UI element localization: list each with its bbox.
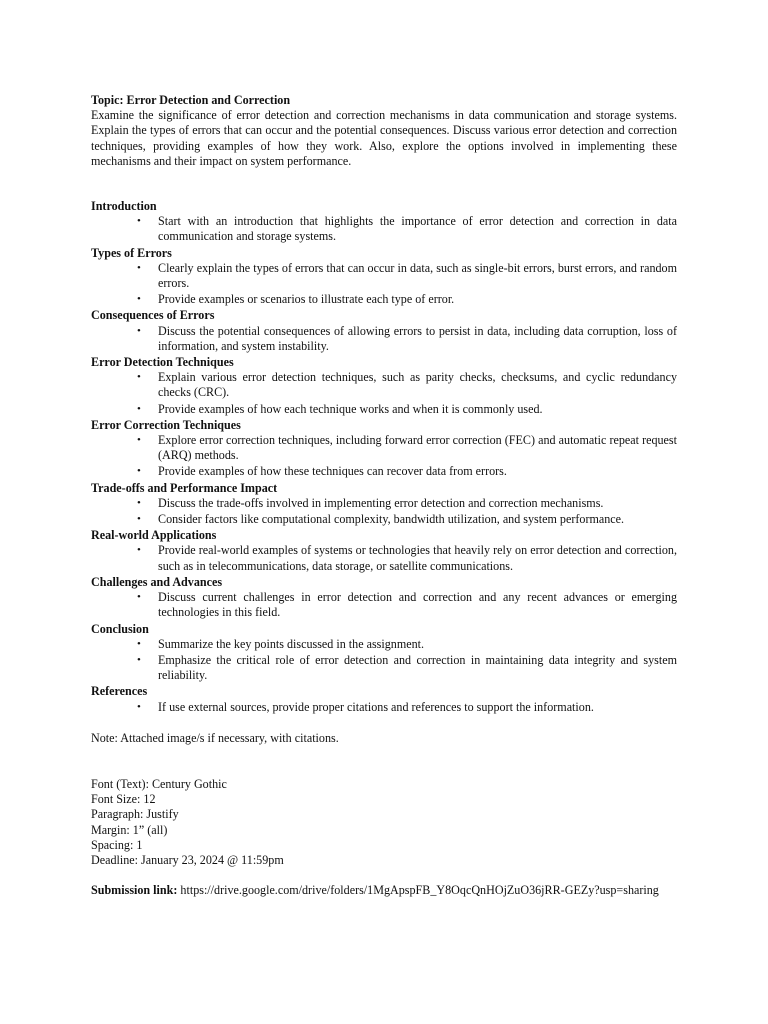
bullet-list: [91, 214, 677, 244]
section-heading: Consequences of Errors: [91, 308, 215, 323]
topic-description: Examine the significance of error detection and correction mechanisms in data communication and storage systems. Explain the types of errors that can occur and the potential consequences. Discuss various error detection and correction techniques, providing examples of how they work. Also, explore the options involved in implementing these mechanisms and their impact on system performance.: [91, 108, 677, 168]
bullet-item: • Summarize the key points discussed in the assignment.: [158, 637, 677, 652]
bullet-list: [91, 543, 677, 573]
assignment-outline: [91, 199, 677, 715]
bullet-item: • Provide real-world examples of systems or technologies that heavily rely on error detection and correction, such as in telecommunications, data storage, or satellite communications.: [158, 543, 677, 573]
bullet-list: [91, 637, 677, 684]
bullet-item: • Provide examples of how each technique works and when it is commonly used.: [158, 402, 677, 417]
section-heading: Error Correction Techniques: [91, 417, 241, 432]
topic-title: Topic: Error Detection and Correction: [91, 93, 291, 107]
bullet-item: • Emphasize the critical role of error detection and correction in maintaining data integrity and system reliability.: [158, 653, 677, 683]
bullet-item: • Discuss current challenges in error detection and correction and any recent advances or emerging technologies in this field.: [158, 590, 677, 620]
bullet-list: [91, 261, 677, 308]
spec-line: Font (Text): Century Gothic: [91, 776, 227, 791]
submission-link[interactable]: https://drive.google.com/drive/folders/1MgApspFB_Y8OqcQnHOjZuO36jRR-GEZy?usp=sharing: [180, 883, 659, 898]
note-text: Note: Attached image/s if necessary, with citations.: [91, 730, 339, 745]
document-page: [91, 93, 677, 898]
section-heading: Conclusion: [91, 621, 149, 636]
spec-line: Paragraph: Justify: [91, 807, 179, 822]
bullet-item: • Discuss the trade-offs involved in implementing error detection and correction mechanisms.: [158, 496, 677, 511]
bullet-list: [91, 496, 677, 527]
bullet-item: • Provide examples or scenarios to illustrate each type of error.: [158, 292, 677, 307]
bullet-list: [91, 700, 677, 715]
section-heading: References: [91, 684, 148, 699]
spec-line: Spacing: 1: [91, 837, 143, 852]
section-heading: Challenges and Advances: [91, 574, 223, 589]
submission-block: [91, 883, 677, 898]
bullet-list: [91, 433, 677, 480]
submission-label: Submission link:: [91, 883, 178, 898]
section-heading: Real-world Applications: [91, 528, 217, 543]
bullet-list: [91, 324, 677, 354]
section-heading: Introduction: [91, 199, 157, 214]
spec-line: Margin: 1” (all): [91, 822, 168, 837]
bullet-list: [91, 590, 677, 620]
formatting-specs: [91, 777, 677, 868]
bullet-item: • Consider factors like computational complexity, bandwidth utilization, and system performance.: [158, 512, 677, 527]
bullet-item: • Explain various error detection techniques, such as parity checks, checksums, and cyclic redundancy checks (CRC).: [158, 370, 677, 400]
spec-line: Deadline: January 23, 2024 @ 11:59pm: [91, 852, 284, 867]
bullet-item: • If use external sources, provide proper citations and references to support the information.: [158, 700, 677, 715]
bullet-item: • Discuss the potential consequences of allowing errors to persist in data, including data corruption, loss of information, and system instability.: [158, 324, 677, 354]
bullet-item: • Explore error correction techniques, including forward error correction (FEC) and automatic repeat request (ARQ) methods.: [158, 433, 677, 463]
section-heading: Error Detection Techniques: [91, 355, 234, 370]
section-heading: Types of Errors: [91, 245, 172, 260]
bullet-item: • Clearly explain the types of errors that can occur in data, such as single-bit errors, burst errors, and random errors.: [158, 261, 677, 291]
spec-line: Font Size: 12: [91, 792, 156, 807]
bullet-list: [91, 370, 677, 417]
bullet-item: • Provide examples of how these techniques can recover data from errors.: [158, 464, 677, 479]
bullet-item: • Start with an introduction that highlights the importance of error detection and correction in data communication and storage systems.: [158, 214, 677, 244]
section-heading: Trade-offs and Performance Impact: [91, 480, 278, 495]
